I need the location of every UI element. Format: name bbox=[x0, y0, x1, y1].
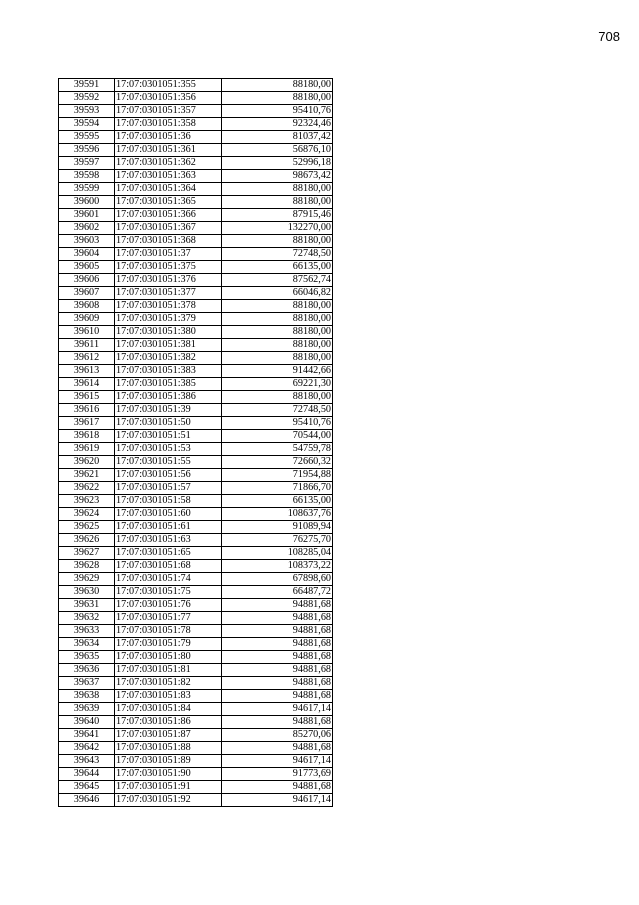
cadastral-number-cell: 17:07:0301051:75 bbox=[115, 586, 222, 599]
cadastral-number-cell: 17:07:0301051:77 bbox=[115, 612, 222, 625]
cadastral-number-cell: 17:07:0301051:53 bbox=[115, 443, 222, 456]
row-number-cell: 39624 bbox=[59, 508, 115, 521]
cadastral-number-cell: 17:07:0301051:63 bbox=[115, 534, 222, 547]
row-number-cell: 39633 bbox=[59, 625, 115, 638]
table-row bbox=[59, 729, 333, 742]
table-row bbox=[59, 599, 333, 612]
cadastral-value-cell: 69221,30 bbox=[222, 378, 333, 391]
table-row bbox=[59, 131, 333, 144]
cadastral-number-cell: 17:07:0301051:82 bbox=[115, 677, 222, 690]
cadastral-number-cell: 17:07:0301051:367 bbox=[115, 222, 222, 235]
row-number-cell: 39613 bbox=[59, 365, 115, 378]
cadastral-number-cell: 17:07:0301051:57 bbox=[115, 482, 222, 495]
table-row bbox=[59, 313, 333, 326]
row-number-cell: 39612 bbox=[59, 352, 115, 365]
row-number-cell: 39640 bbox=[59, 716, 115, 729]
cadastral-value-cell: 108637,76 bbox=[222, 508, 333, 521]
table-row bbox=[59, 378, 333, 391]
table-row bbox=[59, 274, 333, 287]
table-row bbox=[59, 547, 333, 560]
cadastral-number-cell: 17:07:0301051:90 bbox=[115, 768, 222, 781]
row-number-cell: 39628 bbox=[59, 560, 115, 573]
cadastral-value-cell: 87562,74 bbox=[222, 274, 333, 287]
cadastral-number-cell: 17:07:0301051:361 bbox=[115, 144, 222, 157]
cadastral-number-cell: 17:07:0301051:383 bbox=[115, 365, 222, 378]
table-row bbox=[59, 742, 333, 755]
row-number-cell: 39605 bbox=[59, 261, 115, 274]
table-row bbox=[59, 664, 333, 677]
row-number-cell: 39638 bbox=[59, 690, 115, 703]
row-number-cell: 39636 bbox=[59, 664, 115, 677]
cadastral-value-cell: 88180,00 bbox=[222, 352, 333, 365]
cadastral-value-cell: 71954,88 bbox=[222, 469, 333, 482]
row-number-cell: 39616 bbox=[59, 404, 115, 417]
table-row bbox=[59, 417, 333, 430]
cadastral-number-cell: 17:07:0301051:366 bbox=[115, 209, 222, 222]
row-number-cell: 39603 bbox=[59, 235, 115, 248]
table-row bbox=[59, 287, 333, 300]
row-number-cell: 39609 bbox=[59, 313, 115, 326]
table-row bbox=[59, 300, 333, 313]
cadastral-value-cell: 95410,76 bbox=[222, 105, 333, 118]
cadastral-value-cell: 54759,78 bbox=[222, 443, 333, 456]
cadastral-number-cell: 17:07:0301051:378 bbox=[115, 300, 222, 313]
cadastral-number-cell: 17:07:0301051:89 bbox=[115, 755, 222, 768]
cadastral-value-cell: 95410,76 bbox=[222, 417, 333, 430]
cadastral-number-cell: 17:07:0301051:81 bbox=[115, 664, 222, 677]
table-row bbox=[59, 183, 333, 196]
cadastral-value-cell: 94881,68 bbox=[222, 742, 333, 755]
cadastral-value-cell: 94881,68 bbox=[222, 664, 333, 677]
cadastral-number-cell: 17:07:0301051:375 bbox=[115, 261, 222, 274]
table-row bbox=[59, 222, 333, 235]
row-number-cell: 39604 bbox=[59, 248, 115, 261]
table-row bbox=[59, 534, 333, 547]
table-row bbox=[59, 430, 333, 443]
table-row bbox=[59, 261, 333, 274]
row-number-cell: 39597 bbox=[59, 157, 115, 170]
table-row bbox=[59, 690, 333, 703]
table-row bbox=[59, 469, 333, 482]
table-row bbox=[59, 235, 333, 248]
table-row bbox=[59, 586, 333, 599]
cadastral-value-cell: 81037,42 bbox=[222, 131, 333, 144]
cadastral-value-cell: 88180,00 bbox=[222, 235, 333, 248]
cadastral-value-cell: 132270,00 bbox=[222, 222, 333, 235]
table-row bbox=[59, 456, 333, 469]
row-number-cell: 39592 bbox=[59, 92, 115, 105]
table-row bbox=[59, 612, 333, 625]
cadastral-number-cell: 17:07:0301051:91 bbox=[115, 781, 222, 794]
row-number-cell: 39646 bbox=[59, 794, 115, 807]
cadastral-value-cell: 88180,00 bbox=[222, 391, 333, 404]
cadastral-number-cell: 17:07:0301051:39 bbox=[115, 404, 222, 417]
cadastral-number-cell: 17:07:0301051:385 bbox=[115, 378, 222, 391]
cadastral-number-cell: 17:07:0301051:380 bbox=[115, 326, 222, 339]
row-number-cell: 39627 bbox=[59, 547, 115, 560]
row-number-cell: 39629 bbox=[59, 573, 115, 586]
cadastral-number-cell: 17:07:0301051:88 bbox=[115, 742, 222, 755]
row-number-cell: 39607 bbox=[59, 287, 115, 300]
cadastral-number-cell: 17:07:0301051:357 bbox=[115, 105, 222, 118]
table-row bbox=[59, 794, 333, 807]
cadastral-value-cell: 94881,68 bbox=[222, 651, 333, 664]
table-row bbox=[59, 352, 333, 365]
row-number-cell: 39630 bbox=[59, 586, 115, 599]
cadastral-number-cell: 17:07:0301051:79 bbox=[115, 638, 222, 651]
row-number-cell: 39644 bbox=[59, 768, 115, 781]
cadastral-value-cell: 88180,00 bbox=[222, 196, 333, 209]
row-number-cell: 39598 bbox=[59, 170, 115, 183]
row-number-cell: 39608 bbox=[59, 300, 115, 313]
cadastral-value-cell: 94617,14 bbox=[222, 794, 333, 807]
table-row bbox=[59, 404, 333, 417]
table-row bbox=[59, 755, 333, 768]
row-number-cell: 39599 bbox=[59, 183, 115, 196]
cadastral-value-cell: 108373,22 bbox=[222, 560, 333, 573]
cadastral-number-cell: 17:07:0301051:51 bbox=[115, 430, 222, 443]
cadastral-number-cell: 17:07:0301051:61 bbox=[115, 521, 222, 534]
row-number-cell: 39641 bbox=[59, 729, 115, 742]
table-row bbox=[59, 365, 333, 378]
cadastral-value-cell: 72748,50 bbox=[222, 404, 333, 417]
table-row bbox=[59, 196, 333, 209]
row-number-cell: 39643 bbox=[59, 755, 115, 768]
cadastral-number-cell: 17:07:0301051:381 bbox=[115, 339, 222, 352]
cadastral-value-cell: 108285,04 bbox=[222, 547, 333, 560]
table-row bbox=[59, 638, 333, 651]
row-number-cell: 39601 bbox=[59, 209, 115, 222]
table-row bbox=[59, 651, 333, 664]
cadastral-number-cell: 17:07:0301051:87 bbox=[115, 729, 222, 742]
row-number-cell: 39617 bbox=[59, 417, 115, 430]
cadastral-value-table bbox=[58, 78, 333, 807]
table-row bbox=[59, 248, 333, 261]
row-number-cell: 39621 bbox=[59, 469, 115, 482]
cadastral-number-cell: 17:07:0301051:65 bbox=[115, 547, 222, 560]
table-row bbox=[59, 508, 333, 521]
row-number-cell: 39618 bbox=[59, 430, 115, 443]
table-row bbox=[59, 443, 333, 456]
row-number-cell: 39620 bbox=[59, 456, 115, 469]
cadastral-value-cell: 94881,68 bbox=[222, 625, 333, 638]
cadastral-value-cell: 88180,00 bbox=[222, 339, 333, 352]
row-number-cell: 39645 bbox=[59, 781, 115, 794]
table-row bbox=[59, 703, 333, 716]
row-number-cell: 39623 bbox=[59, 495, 115, 508]
cadastral-number-cell: 17:07:0301051:363 bbox=[115, 170, 222, 183]
row-number-cell: 39591 bbox=[59, 79, 115, 92]
row-number-cell: 39637 bbox=[59, 677, 115, 690]
table-row bbox=[59, 521, 333, 534]
table-row bbox=[59, 170, 333, 183]
row-number-cell: 39631 bbox=[59, 599, 115, 612]
row-number-cell: 39626 bbox=[59, 534, 115, 547]
cadastral-number-cell: 17:07:0301051:76 bbox=[115, 599, 222, 612]
cadastral-number-cell: 17:07:0301051:50 bbox=[115, 417, 222, 430]
table-body bbox=[59, 79, 333, 807]
cadastral-value-cell: 94881,68 bbox=[222, 638, 333, 651]
table-row bbox=[59, 573, 333, 586]
cadastral-number-cell: 17:07:0301051:58 bbox=[115, 495, 222, 508]
cadastral-value-cell: 88180,00 bbox=[222, 326, 333, 339]
row-number-cell: 39635 bbox=[59, 651, 115, 664]
cadastral-number-cell: 17:07:0301051:74 bbox=[115, 573, 222, 586]
cadastral-number-cell: 17:07:0301051:68 bbox=[115, 560, 222, 573]
cadastral-number-cell: 17:07:0301051:56 bbox=[115, 469, 222, 482]
row-number-cell: 39639 bbox=[59, 703, 115, 716]
cadastral-value-cell: 94881,68 bbox=[222, 599, 333, 612]
row-number-cell: 39595 bbox=[59, 131, 115, 144]
cadastral-value-cell: 76275,70 bbox=[222, 534, 333, 547]
cadastral-number-cell: 17:07:0301051:377 bbox=[115, 287, 222, 300]
page-number: 708 bbox=[598, 29, 620, 44]
cadastral-value-cell: 70544,00 bbox=[222, 430, 333, 443]
cadastral-value-cell: 88180,00 bbox=[222, 183, 333, 196]
cadastral-value-cell: 94881,68 bbox=[222, 781, 333, 794]
table-row bbox=[59, 677, 333, 690]
cadastral-number-cell: 17:07:0301051:78 bbox=[115, 625, 222, 638]
cadastral-number-cell: 17:07:0301051:355 bbox=[115, 79, 222, 92]
cadastral-number-cell: 17:07:0301051:92 bbox=[115, 794, 222, 807]
row-number-cell: 39606 bbox=[59, 274, 115, 287]
row-number-cell: 39625 bbox=[59, 521, 115, 534]
cadastral-value-cell: 72748,50 bbox=[222, 248, 333, 261]
cadastral-number-cell: 17:07:0301051:60 bbox=[115, 508, 222, 521]
table-row bbox=[59, 716, 333, 729]
cadastral-value-cell: 71866,70 bbox=[222, 482, 333, 495]
cadastral-value-cell: 94617,14 bbox=[222, 703, 333, 716]
cadastral-number-cell: 17:07:0301051:36 bbox=[115, 131, 222, 144]
cadastral-value-cell: 85270,06 bbox=[222, 729, 333, 742]
cadastral-value-cell: 66487,72 bbox=[222, 586, 333, 599]
cadastral-number-cell: 17:07:0301051:364 bbox=[115, 183, 222, 196]
cadastral-value-cell: 94881,68 bbox=[222, 677, 333, 690]
cadastral-number-cell: 17:07:0301051:365 bbox=[115, 196, 222, 209]
row-number-cell: 39602 bbox=[59, 222, 115, 235]
cadastral-value-cell: 91089,94 bbox=[222, 521, 333, 534]
cadastral-value-cell: 98673,42 bbox=[222, 170, 333, 183]
cadastral-value-cell: 91773,69 bbox=[222, 768, 333, 781]
cadastral-number-cell: 17:07:0301051:80 bbox=[115, 651, 222, 664]
table-row bbox=[59, 560, 333, 573]
row-number-cell: 39632 bbox=[59, 612, 115, 625]
row-number-cell: 39642 bbox=[59, 742, 115, 755]
table-row bbox=[59, 391, 333, 404]
cadastral-number-cell: 17:07:0301051:386 bbox=[115, 391, 222, 404]
cadastral-number-cell: 17:07:0301051:55 bbox=[115, 456, 222, 469]
table-row bbox=[59, 157, 333, 170]
table-row bbox=[59, 209, 333, 222]
cadastral-value-cell: 91442,66 bbox=[222, 365, 333, 378]
row-number-cell: 39610 bbox=[59, 326, 115, 339]
table-row bbox=[59, 118, 333, 131]
cadastral-value-cell: 87915,46 bbox=[222, 209, 333, 222]
table-row bbox=[59, 92, 333, 105]
cadastral-number-cell: 17:07:0301051:86 bbox=[115, 716, 222, 729]
cadastral-value-cell: 56876,10 bbox=[222, 144, 333, 157]
table-row bbox=[59, 768, 333, 781]
cadastral-value-cell: 66135,00 bbox=[222, 495, 333, 508]
row-number-cell: 39593 bbox=[59, 105, 115, 118]
cadastral-value-cell: 92324,46 bbox=[222, 118, 333, 131]
table-row bbox=[59, 79, 333, 92]
row-number-cell: 39600 bbox=[59, 196, 115, 209]
table-row bbox=[59, 339, 333, 352]
row-number-cell: 39614 bbox=[59, 378, 115, 391]
table-row bbox=[59, 144, 333, 157]
cadastral-value-cell: 52996,18 bbox=[222, 157, 333, 170]
cadastral-value-cell: 67898,60 bbox=[222, 573, 333, 586]
table-row bbox=[59, 625, 333, 638]
cadastral-number-cell: 17:07:0301051:382 bbox=[115, 352, 222, 365]
cadastral-number-cell: 17:07:0301051:83 bbox=[115, 690, 222, 703]
cadastral-value-cell: 94881,68 bbox=[222, 612, 333, 625]
table-row bbox=[59, 326, 333, 339]
cadastral-number-cell: 17:07:0301051:358 bbox=[115, 118, 222, 131]
row-number-cell: 39594 bbox=[59, 118, 115, 131]
row-number-cell: 39615 bbox=[59, 391, 115, 404]
cadastral-value-cell: 72660,32 bbox=[222, 456, 333, 469]
row-number-cell: 39622 bbox=[59, 482, 115, 495]
cadastral-value-cell: 66135,00 bbox=[222, 261, 333, 274]
cadastral-value-cell: 94881,68 bbox=[222, 690, 333, 703]
cadastral-value-cell: 88180,00 bbox=[222, 92, 333, 105]
row-number-cell: 39619 bbox=[59, 443, 115, 456]
table-row bbox=[59, 105, 333, 118]
cadastral-number-cell: 17:07:0301051:362 bbox=[115, 157, 222, 170]
cadastral-number-cell: 17:07:0301051:37 bbox=[115, 248, 222, 261]
cadastral-value-cell: 88180,00 bbox=[222, 300, 333, 313]
cadastral-number-cell: 17:07:0301051:84 bbox=[115, 703, 222, 716]
table-row bbox=[59, 781, 333, 794]
cadastral-value-cell: 88180,00 bbox=[222, 79, 333, 92]
table-row bbox=[59, 495, 333, 508]
row-number-cell: 39596 bbox=[59, 144, 115, 157]
cadastral-number-cell: 17:07:0301051:376 bbox=[115, 274, 222, 287]
row-number-cell: 39611 bbox=[59, 339, 115, 352]
table-row bbox=[59, 482, 333, 495]
cadastral-number-cell: 17:07:0301051:379 bbox=[115, 313, 222, 326]
cadastral-value-cell: 66046,82 bbox=[222, 287, 333, 300]
cadastral-number-cell: 17:07:0301051:368 bbox=[115, 235, 222, 248]
cadastral-number-cell: 17:07:0301051:356 bbox=[115, 92, 222, 105]
row-number-cell: 39634 bbox=[59, 638, 115, 651]
cadastral-value-cell: 88180,00 bbox=[222, 313, 333, 326]
cadastral-value-cell: 94617,14 bbox=[222, 755, 333, 768]
cadastral-value-cell: 94881,68 bbox=[222, 716, 333, 729]
